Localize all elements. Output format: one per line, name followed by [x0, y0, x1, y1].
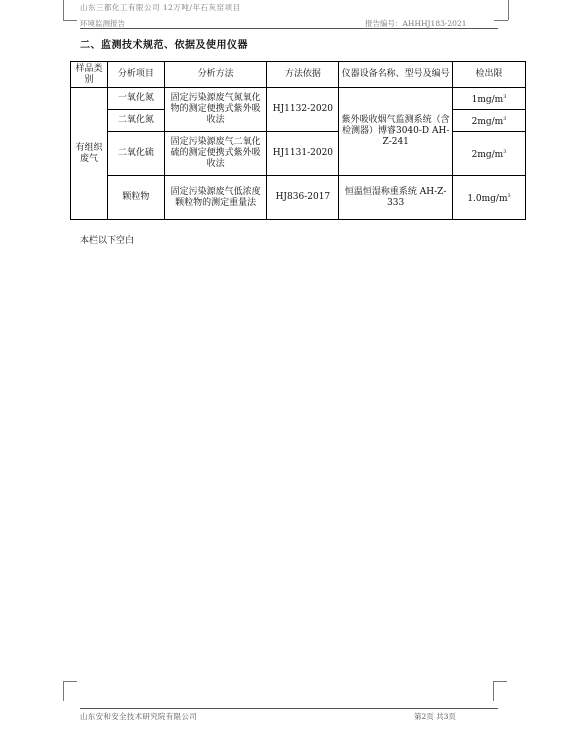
- blank-below-note: 本栏以下空白: [80, 236, 135, 246]
- basis-cell: HJ1131-2020: [267, 132, 339, 176]
- item-cell: 二氧化氮: [107, 110, 164, 132]
- header-category: 样品类别: [71, 62, 108, 88]
- header-basis: 方法依据: [267, 62, 339, 88]
- limit-unit-exponent: 3: [503, 93, 507, 100]
- header-doc-type: 环境监测报告: [80, 19, 125, 28]
- limit-cell: [453, 176, 526, 220]
- table-row: [71, 132, 526, 176]
- crop-mark: [63, 681, 77, 682]
- limit-value: 1.0mg/m: [467, 193, 508, 204]
- instrument-cell: 恒温恒湿称重系统 AH-Z-333: [339, 176, 453, 220]
- header-method: 分析方法: [164, 62, 267, 88]
- crop-mark: [494, 20, 508, 21]
- header-project: 山东三都化工有限公司 12万吨/年石灰窑项目: [80, 3, 241, 12]
- footer-org: 山东安和安全技术研究院有限公司: [80, 712, 197, 721]
- item-cell: 颗粒物: [107, 176, 164, 220]
- section-title: 二、监测技术规范、依据及使用仪器: [80, 40, 248, 51]
- table-header-row: [71, 62, 526, 88]
- monitoring-table: [70, 61, 526, 220]
- method-cell: 固定污染源废气二氧化硫的测定便携式紫外吸收法: [164, 132, 267, 176]
- header-divider: [80, 28, 498, 29]
- table-row: [71, 176, 526, 220]
- header-item: 分析项目: [107, 62, 164, 88]
- footer-page-number: 第2页 共3页: [414, 712, 456, 721]
- method-cell: 固定污染源废气氮氧化物的测定便携式紫外吸收法: [164, 88, 267, 132]
- category-cell: 有组织废气: [71, 88, 108, 220]
- basis-cell: HJ836-2017: [267, 176, 339, 220]
- header-instrument: 仪器设备名称、型号及编号: [339, 62, 453, 88]
- limit-cell: [453, 110, 526, 132]
- method-cell: 固定污染源废气低浓度颗粒物的测定重量法: [164, 176, 267, 220]
- limit-value: 2mg/m: [471, 116, 504, 127]
- crop-mark: [63, 20, 77, 21]
- item-cell: 一氧化氮: [107, 88, 164, 110]
- table-row: [71, 88, 526, 110]
- limit-cell: [453, 88, 526, 110]
- footer-divider: [80, 708, 498, 709]
- instrument-cell: 紫外吸收烟气监测系统（含检测器）博睿3040-D AH-Z-241: [339, 88, 453, 176]
- crop-mark: [508, 0, 509, 20]
- limit-value: 1mg/m: [471, 94, 504, 105]
- limit-unit-exponent: 3: [507, 192, 511, 199]
- crop-mark: [493, 681, 494, 701]
- limit-value: 2mg/m: [471, 149, 504, 160]
- header-limit: 检出限: [453, 62, 526, 88]
- crop-mark: [63, 681, 64, 701]
- basis-cell: HJ1132-2020: [267, 88, 339, 132]
- crop-mark: [63, 0, 64, 20]
- limit-cell: [453, 132, 526, 176]
- limit-unit-exponent: 3: [503, 115, 507, 122]
- item-cell: 二氧化硫: [107, 132, 164, 176]
- crop-mark: [493, 681, 507, 682]
- limit-unit-exponent: 3: [503, 148, 507, 155]
- header-report-no: 报告编号：AHHHJ183-2021: [365, 19, 467, 28]
